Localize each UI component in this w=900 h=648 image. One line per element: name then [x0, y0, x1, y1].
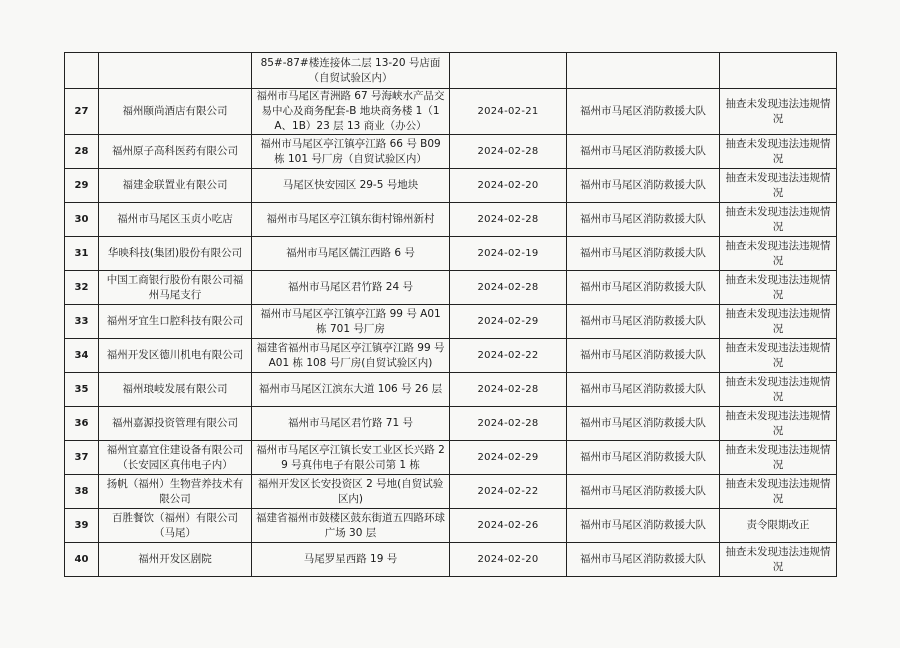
cell-date: 2024-02-22: [450, 339, 567, 373]
cell-number: 40: [65, 543, 99, 577]
cell-agency: 福州市马尾区消防救援大队: [567, 169, 720, 203]
cell-company-name: 福州琅岐发展有限公司: [99, 373, 252, 407]
table-row: [65, 441, 837, 475]
cell-result: 抽查未发现违法违规情况: [720, 271, 837, 305]
table-row: [65, 305, 837, 339]
cell-number: 38: [65, 475, 99, 509]
table-row: [65, 509, 837, 543]
cell-address: 福州市马尾区君竹路 24 号: [252, 271, 450, 305]
cell-address: 85#-87#楼连接体二层 13-20 号店面（自贸试验区内）: [252, 53, 450, 89]
cell-company-name: 中国工商银行股份有限公司福州马尾支行: [99, 271, 252, 305]
cell-company-name: 华映科技(集团)股份有限公司: [99, 237, 252, 271]
cell-agency: 福州市马尾区消防救援大队: [567, 89, 720, 135]
cell-company-name: 福州原子高科医药有限公司: [99, 135, 252, 169]
cell-date: 2024-02-20: [450, 169, 567, 203]
cell-number: 35: [65, 373, 99, 407]
cell-result: 抽查未发现违法违规情况: [720, 373, 837, 407]
cell-date: 2024-02-28: [450, 407, 567, 441]
cell-address: 福建省福州市马尾区亭江镇亭江路 99 号 A01 栋 108 号厂房(自贸试验区内): [252, 339, 450, 373]
cell-address: 福建省福州市鼓楼区鼓东街道五四路环球广场 30 层: [252, 509, 450, 543]
cell-agency: 福州市马尾区消防救援大队: [567, 509, 720, 543]
cell-number: 33: [65, 305, 99, 339]
table-row: [65, 407, 837, 441]
cell-company-name: 福州嘉源投资管理有限公司: [99, 407, 252, 441]
cell-company-name: 福州颐尚酒店有限公司: [99, 89, 252, 135]
cell-result: 抽查未发现违法违规情况: [720, 203, 837, 237]
cell-agency: 福州市马尾区消防救援大队: [567, 339, 720, 373]
cell-date: 2024-02-20: [450, 543, 567, 577]
cell-address: 福州市马尾区君竹路 71 号: [252, 407, 450, 441]
cell-company-name: 福州牙宜生口腔科技有限公司: [99, 305, 252, 339]
cell-company-name: 福州宜嘉宜住建设备有限公司（长安园区真伟电子内）: [99, 441, 252, 475]
cell-agency: [567, 53, 720, 89]
inspection-results-table: [64, 52, 837, 577]
cell-address: 马尾罗星西路 19 号: [252, 543, 450, 577]
cell-company-name: [99, 53, 252, 89]
cell-result: 抽查未发现违法违规情况: [720, 441, 837, 475]
cell-company-name: 扬帆（福州）生物营养技术有限公司: [99, 475, 252, 509]
cell-number: 37: [65, 441, 99, 475]
cell-date: 2024-02-22: [450, 475, 567, 509]
cell-address: 福州市马尾区亭江镇长安工业区长兴路 29 号真伟电子有限公司第 1 栋: [252, 441, 450, 475]
cell-agency: 福州市马尾区消防救援大队: [567, 543, 720, 577]
cell-result: [720, 53, 837, 89]
cell-company-name: 百胜餐饮（福州）有限公司（马尾）: [99, 509, 252, 543]
cell-date: 2024-02-19: [450, 237, 567, 271]
cell-agency: 福州市马尾区消防救援大队: [567, 271, 720, 305]
cell-address: 福州市马尾区亭江镇亭江路 99 号 A01 栋 701 号厂房: [252, 305, 450, 339]
table-row-continuation: [65, 53, 837, 89]
table-row: [65, 89, 837, 135]
table-row: [65, 475, 837, 509]
cell-result: 抽查未发现违法违规情况: [720, 475, 837, 509]
cell-result: 责令限期改正: [720, 509, 837, 543]
cell-agency: 福州市马尾区消防救援大队: [567, 237, 720, 271]
cell-date: 2024-02-29: [450, 441, 567, 475]
cell-company-name: 福建金联置业有限公司: [99, 169, 252, 203]
cell-address: 福州市马尾区亭江镇亭江路 66 号 B09 栋 101 号厂房（自贸试验区内）: [252, 135, 450, 169]
cell-date: 2024-02-21: [450, 89, 567, 135]
cell-number: 28: [65, 135, 99, 169]
table-body: [65, 53, 837, 577]
cell-date: [450, 53, 567, 89]
cell-date: 2024-02-29: [450, 305, 567, 339]
table-row: [65, 169, 837, 203]
table-row: [65, 237, 837, 271]
table-row: [65, 135, 837, 169]
cell-address: 福州市马尾区青洲路 67 号海峡水产品交易中心及商务配套-B 地块商务楼 1（1A、1B）23 层 13 商业（办公）: [252, 89, 450, 135]
cell-result: 抽查未发现违法违规情况: [720, 169, 837, 203]
cell-result: 抽查未发现违法违规情况: [720, 339, 837, 373]
cell-result: 抽查未发现违法违规情况: [720, 237, 837, 271]
cell-number: 29: [65, 169, 99, 203]
cell-company-name: 福州开发区德川机电有限公司: [99, 339, 252, 373]
cell-company-name: 福州市马尾区玉贞小吃店: [99, 203, 252, 237]
cell-agency: 福州市马尾区消防救援大队: [567, 135, 720, 169]
table-row: [65, 543, 837, 577]
cell-date: 2024-02-28: [450, 271, 567, 305]
cell-agency: 福州市马尾区消防救援大队: [567, 475, 720, 509]
cell-number: 39: [65, 509, 99, 543]
cell-result: 抽查未发现违法违规情况: [720, 135, 837, 169]
cell-address: 福州开发区长安投资区 2 号地(自贸试验区内): [252, 475, 450, 509]
cell-address: 福州市马尾区儒江西路 6 号: [252, 237, 450, 271]
cell-number: 27: [65, 89, 99, 135]
cell-number: [65, 53, 99, 89]
cell-address: 福州市马尾区江滨东大道 106 号 26 层: [252, 373, 450, 407]
cell-date: 2024-02-28: [450, 373, 567, 407]
cell-agency: 福州市马尾区消防救援大队: [567, 407, 720, 441]
cell-number: 34: [65, 339, 99, 373]
cell-date: 2024-02-28: [450, 135, 567, 169]
cell-address: 福州市马尾区亭江镇东街村锦州新村: [252, 203, 450, 237]
table-row: [65, 339, 837, 373]
cell-agency: 福州市马尾区消防救援大队: [567, 305, 720, 339]
cell-number: 30: [65, 203, 99, 237]
cell-result: 抽查未发现违法违规情况: [720, 543, 837, 577]
cell-result: 抽查未发现违法违规情况: [720, 89, 837, 135]
cell-result: 抽查未发现违法违规情况: [720, 305, 837, 339]
cell-number: 32: [65, 271, 99, 305]
cell-date: 2024-02-28: [450, 203, 567, 237]
cell-number: 31: [65, 237, 99, 271]
cell-agency: 福州市马尾区消防救援大队: [567, 203, 720, 237]
cell-number: 36: [65, 407, 99, 441]
cell-address: 马尾区快安园区 29-5 号地块: [252, 169, 450, 203]
table-row: [65, 203, 837, 237]
table-row: [65, 271, 837, 305]
cell-date: 2024-02-26: [450, 509, 567, 543]
cell-agency: 福州市马尾区消防救援大队: [567, 373, 720, 407]
table-row: [65, 373, 837, 407]
cell-result: 抽查未发现违法违规情况: [720, 407, 837, 441]
cell-company-name: 福州开发区剧院: [99, 543, 252, 577]
cell-agency: 福州市马尾区消防救援大队: [567, 441, 720, 475]
